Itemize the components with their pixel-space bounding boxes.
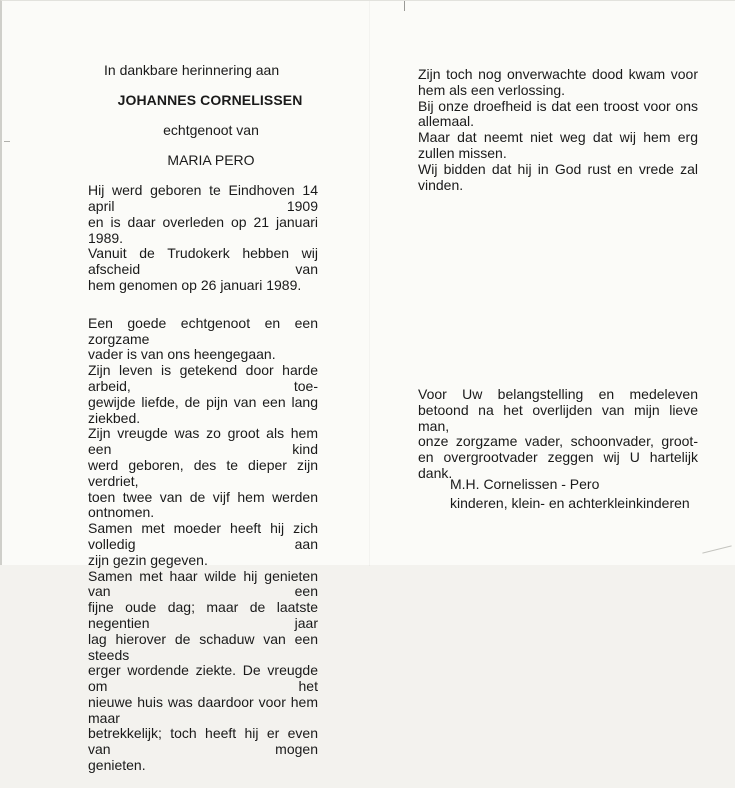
signature-block <box>450 477 710 512</box>
paragraph-line: Samen met haar wilde hij genieten van een <box>88 567 318 600</box>
paragraph-line: zullen missen. <box>418 144 507 161</box>
crop-mark-top <box>404 1 405 11</box>
life-paragraph <box>88 316 318 774</box>
card-fold <box>369 1 370 566</box>
thanks-paragraph <box>418 387 698 482</box>
paper-corner-mark <box>702 545 731 553</box>
paragraph-line: nieuwe huis was daardoor voor hem maar <box>88 693 318 726</box>
paragraph-line: Wij bidden dat hij in God rust en vrede zal <box>418 160 698 177</box>
paragraph-line: genieten. <box>88 757 146 774</box>
paragraph-line: zijn gezin gegeven. <box>88 551 208 568</box>
paragraph-line: dank. <box>418 464 453 481</box>
deceased-name: JOHANNES CORNELISSEN <box>117 91 303 108</box>
intro-text: In dankbare herinnering aan <box>104 62 280 78</box>
paragraph-line: Zijn toch nog onverwachte dood kwam voor <box>418 66 698 82</box>
paragraph-line: Maar dat neemt niet weg dat wij hem erg <box>418 129 698 146</box>
birth-death-paragraph <box>88 183 318 294</box>
paragraph-line: Samen met moeder heeft hij zich volledig aan <box>88 520 318 552</box>
paragraph-line: vinden. <box>418 176 464 193</box>
paragraph-line: toen twee van de vijf hem werden ontnomen. <box>88 488 318 521</box>
paragraph-line: Bij onze droefheid is dat een troost voor ons <box>418 97 698 114</box>
spouse-name: MARIA PERO <box>167 152 255 169</box>
paragraph-line: Zijn vreugde was zo groot als hem een kind <box>88 425 318 458</box>
paragraph-line: Vanuit de Trudokerk hebben wij afscheid van <box>88 245 318 278</box>
paragraph-line: fijne oude dag; maar de laatste negentien jaar <box>88 599 318 631</box>
paragraph-line: en overgrootvader zeggen wij U hartelijk <box>418 449 698 466</box>
paragraph-line: hem genomen op 26 januari 1989. <box>88 276 302 293</box>
paragraph-line: erger wordende ziekte. De vreugde om het <box>88 662 318 695</box>
signature-name: M.H. Cornelissen - Pero <box>450 476 600 492</box>
paragraph-line: Hij werd geboren te Eindhoven 14 april 1909 <box>88 182 318 214</box>
paragraph-line: Een goede echtgenoot en een zorgzame <box>88 314 318 347</box>
paragraph-line: allemaal. <box>418 113 475 130</box>
paragraph-line: onze zorgzame vader, schoonvader, groot- <box>418 433 698 450</box>
paragraph-line: betoond na het overlijden van mijn lieve man, <box>418 401 698 434</box>
paragraph-line: Zijn leven is getekend door harde arbeid, toe- <box>88 362 318 394</box>
paragraph-line: werd geboren, des te dieper zijn verdriet, <box>88 456 318 489</box>
signature-family: kinderen, klein- en achterkleinkinderen <box>450 494 690 511</box>
crop-mark-left <box>4 141 10 142</box>
paragraph-line: gewijde liefde, de pijn van een lang ziekbed. <box>88 393 318 426</box>
paragraph-line: en is daar overleden op 21 januari 1989. <box>88 213 318 246</box>
paragraph-line: lag hierover de schaduw van een steeds <box>88 630 318 663</box>
spouse-label: echtgenoot van <box>163 121 259 138</box>
paragraph-line: hem als een verlossing. <box>418 81 566 98</box>
right-page <box>418 67 698 527</box>
farewell-paragraph <box>418 67 698 193</box>
paragraph-line: betrekkelijk; toch heeft hij er even van mogen <box>88 725 318 758</box>
left-page <box>88 62 332 788</box>
paragraph-line: vader is van ons heengegaan. <box>88 346 276 363</box>
paragraph-line: Voor Uw belangstelling en medeleven <box>418 386 698 402</box>
